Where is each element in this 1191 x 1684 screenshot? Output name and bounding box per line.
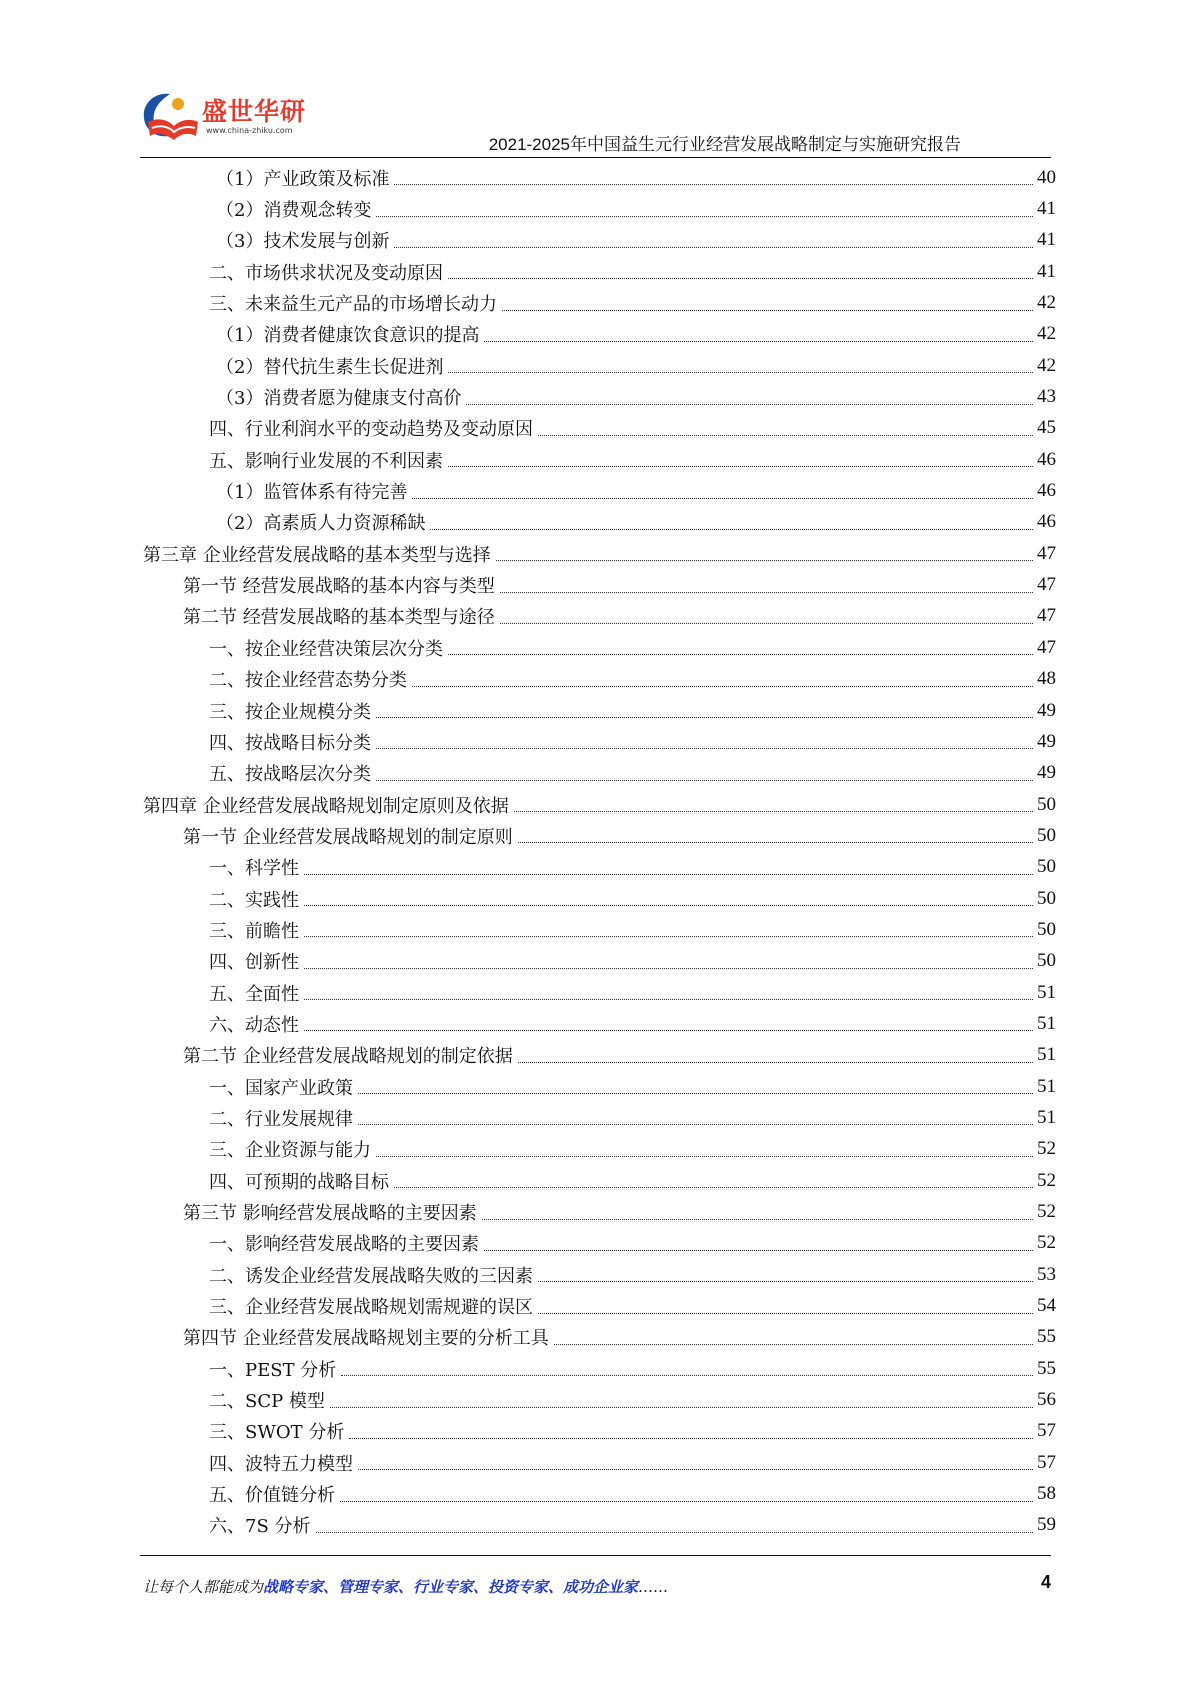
footer-slogan-suffix: …… (638, 1578, 669, 1596)
toc-entry[interactable] (143, 726, 1056, 757)
toc-entry[interactable] (143, 319, 1056, 350)
toc-dot-leader (554, 1344, 1033, 1345)
toc-entry-page: 47 (1037, 636, 1056, 658)
toc-entry-label: 四、创新性 (209, 948, 302, 974)
toc-entry-label: 二、SCP 模型 (209, 1387, 328, 1413)
toc-dot-leader (340, 1501, 1033, 1502)
toc-entry-page: 50 (1037, 856, 1056, 878)
toc-entry-label: 第二节 经营发展战略的基本类型与途径 (183, 603, 498, 629)
footer-slogan-prefix: 让每个人都能成为 (143, 1578, 264, 1596)
toc-dot-leader (448, 278, 1033, 279)
toc-entry[interactable] (143, 162, 1056, 193)
toc-entry-page: 50 (1037, 950, 1056, 972)
toc-dot-leader (502, 310, 1033, 311)
toc-entry-page: 55 (1037, 1357, 1056, 1379)
toc-entry[interactable] (143, 413, 1056, 444)
toc-dot-leader (341, 1375, 1033, 1376)
toc-entry-label: 一、影响经营发展战略的主要因素 (209, 1230, 482, 1256)
toc-entry-page: 49 (1037, 730, 1056, 752)
toc-dot-leader (448, 654, 1033, 655)
toc-dot-leader (412, 686, 1033, 687)
toc-dot-leader (316, 1532, 1033, 1533)
toc-entry-page: 40 (1037, 166, 1056, 188)
logo-emblem-icon (140, 88, 200, 146)
toc-entry[interactable] (143, 914, 1056, 945)
toc-entry[interactable] (143, 852, 1056, 883)
toc-entry-label: （2）高素质人力资源稀缺 (216, 509, 428, 535)
toc-entry-label: 三、按企业规模分类 (209, 698, 374, 724)
toc-entry-page: 59 (1037, 1514, 1056, 1536)
toc-entry[interactable] (143, 444, 1056, 475)
toc-entry-page: 41 (1037, 260, 1056, 282)
toc-entry[interactable] (143, 1196, 1056, 1227)
toc-entry-page: 49 (1037, 762, 1056, 784)
toc-dot-leader (376, 748, 1033, 749)
toc-entry-page: 46 (1037, 511, 1056, 533)
toc-entry-label: 二、市场供求状况及变动原因 (209, 259, 446, 285)
toc-entry-label: 四、行业利润水平的变动趋势及变动原因 (209, 415, 536, 441)
toc-entry-page: 51 (1037, 1044, 1056, 1066)
toc-entry-label: 五、影响行业发展的不利因素 (209, 447, 446, 473)
toc-entry-label: 第三章 企业经营发展战略的基本类型与选择 (143, 541, 494, 567)
table-of-contents (143, 162, 1056, 1541)
report-title: 2021-2025年中国益生元行业经营发展战略制定与实施研究报告 (488, 135, 961, 154)
toc-dot-leader (349, 1438, 1033, 1439)
toc-dot-leader (538, 435, 1033, 436)
logo-url: www.china-zhiku.com (206, 126, 293, 135)
toc-entry[interactable] (143, 1447, 1056, 1478)
toc-dot-leader (394, 1187, 1033, 1188)
toc-entry-label: （2）替代抗生素生长促进剂 (216, 353, 446, 379)
toc-dot-leader (448, 372, 1033, 373)
toc-entry-label: 三、未来益生元产品的市场增长动力 (209, 290, 500, 316)
toc-entry-label: （1）监管体系有待完善 (216, 478, 410, 504)
toc-entry-page: 47 (1037, 574, 1056, 596)
toc-entry[interactable] (143, 1102, 1056, 1133)
toc-entry-page: 41 (1037, 198, 1056, 220)
toc-entry[interactable] (143, 1165, 1056, 1196)
toc-entry[interactable] (143, 507, 1056, 538)
toc-entry-label: 四、可预期的战略目标 (209, 1168, 392, 1194)
toc-dot-leader (394, 247, 1033, 248)
toc-entry-page: 57 (1037, 1451, 1056, 1473)
toc-entry-label: 六、动态性 (209, 1011, 302, 1037)
toc-entry-page: 46 (1037, 480, 1056, 502)
toc-entry-page: 51 (1037, 1075, 1056, 1097)
toc-entry-label: 二、实践性 (209, 886, 302, 912)
toc-entry-label: 第四章 企业经营发展战略规划制定原则及依据 (143, 792, 512, 818)
toc-entry[interactable] (143, 1478, 1056, 1509)
logo-name: 盛世华研 (202, 97, 307, 126)
toc-entry[interactable] (143, 1322, 1056, 1353)
toc-entry[interactable] (143, 350, 1056, 381)
toc-entry[interactable] (143, 758, 1056, 789)
toc-entry-page: 53 (1037, 1263, 1056, 1285)
toc-entry[interactable] (143, 225, 1056, 256)
toc-entry-label: 第四节 企业经营发展战略规划主要的分析工具 (183, 1324, 552, 1350)
toc-entry[interactable] (143, 883, 1056, 914)
toc-entry-page: 47 (1037, 542, 1056, 564)
toc-dot-leader (304, 936, 1033, 937)
toc-entry-page: 56 (1037, 1389, 1056, 1411)
toc-dot-leader (448, 466, 1033, 467)
toc-dot-leader (538, 1313, 1033, 1314)
toc-entry[interactable] (143, 569, 1056, 600)
toc-entry-page: 58 (1037, 1483, 1056, 1505)
toc-entry-page: 45 (1037, 417, 1056, 439)
toc-entry[interactable] (143, 256, 1056, 287)
toc-dot-leader (376, 216, 1033, 217)
toc-dot-leader (304, 1030, 1033, 1031)
toc-entry-label: 第一节 经营发展战略的基本内容与类型 (183, 572, 498, 598)
toc-dot-leader (484, 1250, 1033, 1251)
toc-entry[interactable] (143, 1228, 1056, 1259)
toc-entry[interactable] (143, 789, 1056, 820)
toc-entry-label: 五、全面性 (209, 980, 302, 1006)
page-number: 4 (1040, 1572, 1051, 1592)
toc-entry[interactable] (143, 1416, 1056, 1447)
toc-entry-label: 第三节 影响经营发展战略的主要因素 (183, 1199, 480, 1225)
toc-dot-leader (500, 623, 1033, 624)
toc-entry-label: 三、前瞻性 (209, 917, 302, 943)
toc-entry-label: 三、SWOT 分析 (209, 1418, 347, 1444)
toc-dot-leader (514, 811, 1033, 812)
toc-entry[interactable] (143, 664, 1056, 695)
toc-entry[interactable] (143, 193, 1056, 224)
toc-entry-label: （1）产业政策及标准 (216, 165, 392, 191)
toc-dot-leader (358, 1093, 1033, 1094)
toc-dot-leader (430, 529, 1033, 530)
toc-entry-page: 52 (1037, 1201, 1056, 1223)
toc-entry[interactable] (143, 1040, 1056, 1071)
toc-entry-label: 四、按战略目标分类 (209, 729, 374, 755)
toc-dot-leader (376, 1156, 1033, 1157)
toc-entry-label: （2）消费观念转变 (216, 196, 374, 222)
toc-entry[interactable] (143, 946, 1056, 977)
toc-entry-page: 50 (1037, 824, 1056, 846)
toc-entry-page: 46 (1037, 448, 1056, 470)
toc-entry[interactable] (143, 695, 1056, 726)
toc-entry-page: 42 (1037, 323, 1056, 345)
toc-dot-leader (394, 184, 1033, 185)
toc-entry-page: 42 (1037, 292, 1056, 314)
toc-entry-label: （3）技术发展与创新 (216, 227, 392, 253)
toc-dot-leader (304, 874, 1033, 875)
toc-entry[interactable] (143, 601, 1056, 632)
toc-entry-label: 二、按企业经营态势分类 (209, 666, 410, 692)
toc-entry[interactable] (143, 1510, 1056, 1541)
toc-entry-page: 51 (1037, 1106, 1056, 1128)
toc-dot-leader (500, 592, 1033, 593)
toc-dot-leader (358, 1469, 1033, 1470)
toc-dot-leader (482, 1219, 1033, 1220)
toc-entry-page: 54 (1037, 1295, 1056, 1317)
company-logo (140, 86, 310, 148)
toc-entry-page: 50 (1037, 793, 1056, 815)
toc-entry-page: 51 (1037, 981, 1056, 1003)
toc-entry-page: 55 (1037, 1326, 1056, 1348)
toc-entry[interactable] (143, 1071, 1056, 1102)
footer-divider (140, 1555, 1051, 1556)
toc-entry[interactable] (143, 820, 1056, 851)
toc-entry-page: 49 (1037, 699, 1056, 721)
footer-slogan-highlight: 战略专家、管理专家、行业专家、投资专家、成功企业家 (263, 1578, 639, 1596)
footer-slogan (143, 1576, 668, 1597)
toc-entry-page: 50 (1037, 918, 1056, 940)
toc-entry[interactable] (143, 1008, 1056, 1039)
toc-entry-page: 47 (1037, 605, 1056, 627)
toc-entry-page: 48 (1037, 668, 1056, 690)
toc-entry-label: 五、价值链分析 (209, 1481, 338, 1507)
toc-entry-page: 52 (1037, 1232, 1056, 1254)
toc-dot-leader (412, 498, 1033, 499)
toc-entry-page: 52 (1037, 1138, 1056, 1160)
toc-entry-page: 57 (1037, 1420, 1056, 1442)
toc-dot-leader (304, 905, 1033, 906)
toc-entry[interactable] (143, 977, 1056, 1008)
toc-entry-label: 五、按战略层次分类 (209, 760, 374, 786)
toc-entry[interactable] (143, 287, 1056, 318)
toc-entry-label: 一、按企业经营决策层次分类 (209, 635, 446, 661)
toc-entry-label: 四、波特五力模型 (209, 1450, 356, 1476)
toc-dot-leader (358, 1124, 1033, 1125)
toc-dot-leader (518, 1062, 1033, 1063)
toc-entry-label: 二、诱发企业经营发展战略失败的三因素 (209, 1262, 536, 1288)
toc-entry[interactable] (143, 538, 1056, 569)
toc-entry[interactable] (143, 381, 1056, 412)
toc-dot-leader (376, 717, 1033, 718)
toc-entry-label: 一、科学性 (209, 854, 302, 880)
toc-dot-leader (304, 968, 1033, 969)
toc-entry-label: 二、行业发展规律 (209, 1105, 356, 1131)
toc-dot-leader (330, 1407, 1033, 1408)
toc-entry[interactable] (143, 475, 1056, 506)
toc-entry-page: 41 (1037, 229, 1056, 251)
toc-entry-label: 一、PEST 分析 (209, 1356, 339, 1382)
toc-entry-label: 三、企业经营发展战略规划需规避的误区 (209, 1293, 536, 1319)
toc-entry-label: 第二节 企业经营发展战略规划的制定依据 (183, 1042, 516, 1068)
toc-entry-label: （1）消费者健康饮食意识的提高 (216, 321, 482, 347)
toc-dot-leader (466, 404, 1033, 405)
header-divider (140, 157, 1051, 158)
toc-entry-label: 三、企业资源与能力 (209, 1136, 374, 1162)
toc-dot-leader (376, 780, 1033, 781)
toc-entry-page: 51 (1037, 1012, 1056, 1034)
toc-entry-label: 六、7S 分析 (209, 1512, 314, 1538)
toc-entry[interactable] (143, 1134, 1056, 1165)
toc-entry[interactable] (143, 1290, 1056, 1321)
toc-dot-leader (304, 999, 1033, 1000)
toc-entry-page: 43 (1037, 386, 1056, 408)
toc-dot-leader (538, 1281, 1033, 1282)
toc-entry-label: 第一节 企业经营发展战略规划的制定原则 (183, 823, 516, 849)
toc-entry[interactable] (143, 1259, 1056, 1290)
toc-entry-label: 一、国家产业政策 (209, 1074, 356, 1100)
toc-entry[interactable] (143, 632, 1056, 663)
toc-entry-page: 42 (1037, 354, 1056, 376)
toc-dot-leader (518, 842, 1033, 843)
toc-dot-leader (496, 560, 1033, 561)
toc-entry-page: 52 (1037, 1169, 1056, 1191)
toc-entry[interactable] (143, 1353, 1056, 1384)
toc-dot-leader (484, 341, 1033, 342)
toc-entry-page: 50 (1037, 887, 1056, 909)
toc-entry[interactable] (143, 1384, 1056, 1415)
toc-entry-label: （3）消费者愿为健康支付高价 (216, 384, 464, 410)
